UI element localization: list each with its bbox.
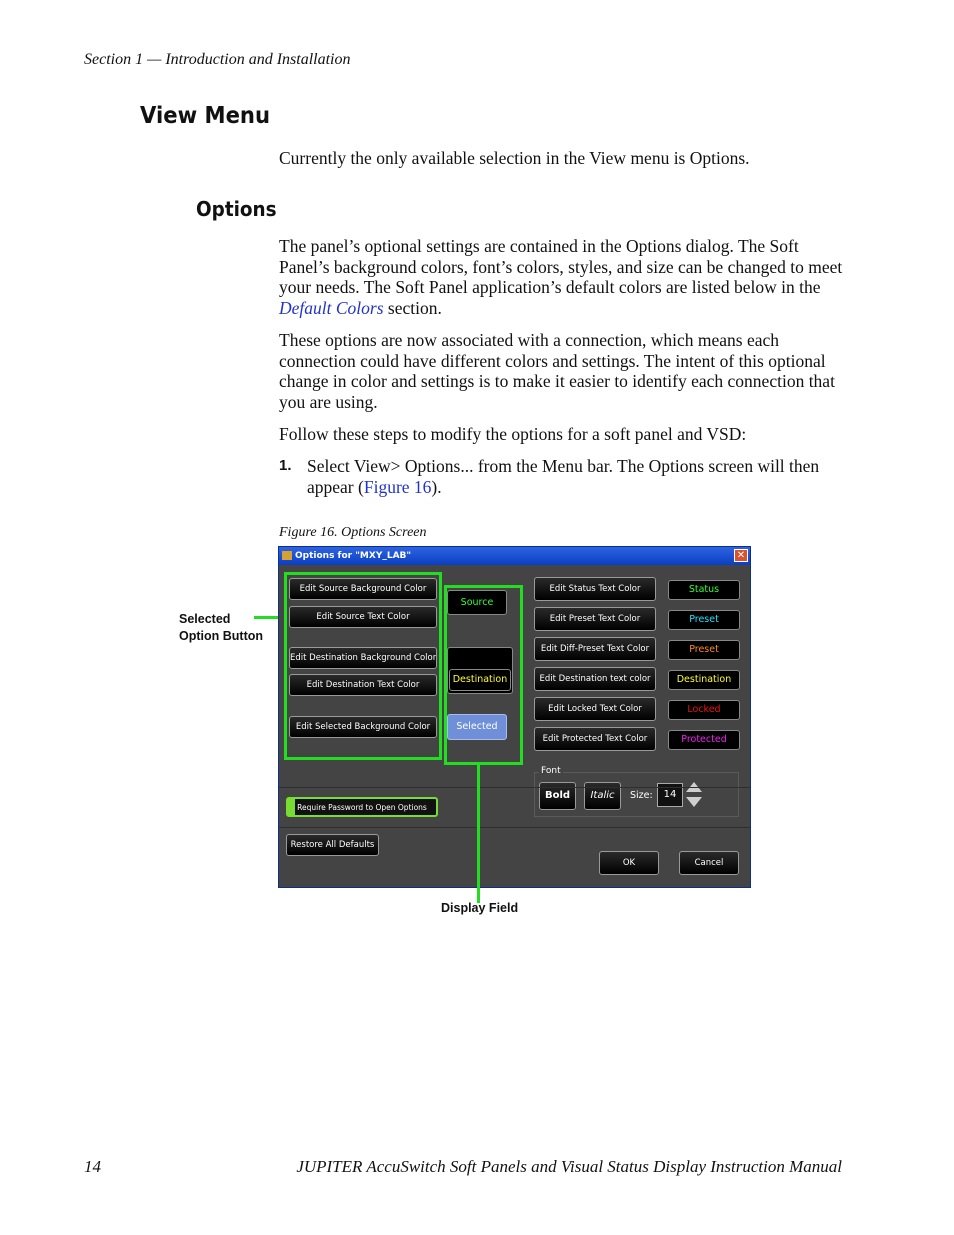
edit-diff-preset-text-color-button[interactable]: Edit Diff-Preset Text Color — [534, 637, 656, 661]
font-size-label: Size: — [630, 790, 653, 801]
options-dialog — [278, 546, 751, 888]
restore-all-defaults-button[interactable]: Restore All Defaults — [286, 834, 379, 856]
locked-display-field: Locked — [668, 700, 740, 720]
edit-protected-text-color-button[interactable]: Edit Protected Text Color — [534, 727, 656, 751]
heading-view-menu: View Menu — [140, 103, 271, 129]
page-number: 14 — [84, 1157, 101, 1176]
close-icon[interactable]: ✕ — [734, 549, 748, 562]
display-field-highlight — [444, 585, 523, 765]
callout-selected-option-button — [179, 611, 263, 645]
paragraph-follow-steps: Follow these steps to modify the options for a soft panel and VSD: — [279, 424, 747, 444]
paragraph-view-menu: Currently the only available selection in the View menu is Options. — [279, 148, 750, 168]
destination-display-field: Destination — [449, 669, 511, 691]
italic-toggle-button[interactable]: Italic — [584, 782, 621, 810]
edit-selected-background-color-button[interactable]: Edit Selected Background Color — [289, 716, 437, 738]
edit-destination-background-color-button[interactable]: Edit Destination Background Color — [289, 647, 437, 669]
dialog-title: Options for "MXY_LAB" — [295, 551, 412, 561]
edit-source-background-color-button[interactable]: Edit Source Background Color — [289, 578, 437, 600]
bold-toggle-button[interactable]: Bold — [539, 782, 576, 810]
edit-destination-text-color-right-button[interactable]: Edit Destination text color — [534, 667, 656, 691]
paragraph-connection: These options are now associated with a connection, which means each connection could have different colors and settings. The intent of this optional change in color and settings is to make it easier to identify each connection that you are using. — [279, 330, 835, 412]
source-display-field: Source — [447, 590, 507, 615]
selected-display-field: Selected — [447, 714, 507, 740]
figure-caption: Figure 16. Options Screen — [279, 525, 427, 540]
display-field-leader-line — [477, 762, 480, 903]
step-text-part: ). — [431, 476, 442, 497]
cancel-button[interactable]: Cancel — [679, 851, 739, 875]
step-number: 1. — [279, 457, 292, 474]
callout-display-field: Display Field — [441, 901, 519, 915]
callout-line-1: Selected — [179, 612, 231, 626]
separator-line — [279, 827, 750, 828]
edit-preset-text-color-button[interactable]: Edit Preset Text Color — [534, 607, 656, 631]
edit-source-text-color-button[interactable]: Edit Source Text Color — [289, 606, 437, 628]
ok-button[interactable]: OK — [599, 851, 659, 875]
app-icon — [282, 551, 292, 560]
diff-preset-display-field: Preset — [668, 640, 740, 660]
size-decrease-icon[interactable] — [686, 797, 702, 807]
manual-title: JUPITER AccuSwitch Soft Panels and Visual Status Display Instruction Manual — [296, 1157, 842, 1176]
font-group-label: Font — [541, 766, 561, 776]
edit-locked-text-color-button[interactable]: Edit Locked Text Color — [534, 697, 656, 721]
step-text — [307, 456, 847, 497]
protected-display-field: Protected — [668, 730, 740, 750]
edit-destination-text-color-button[interactable]: Edit Destination Text Color — [289, 674, 437, 696]
edit-status-text-color-button[interactable]: Edit Status Text Color — [534, 577, 656, 601]
paragraph-text: The panel’s optional settings are contained in the Options dialog. The Soft Panel’s background colors, font’s colors, styles, and size can be changed to meet your needs. The Soft Panel application’s default colors are listed below in the — [279, 236, 843, 297]
heading-options: Options — [196, 197, 277, 221]
selected-option-button-highlight — [284, 572, 442, 760]
paragraph-options-intro — [279, 236, 844, 318]
step-text-part: Select View> Options... from the Menu bar. The Options screen will then appear ( — [307, 456, 820, 497]
running-header: Section 1 — Introduction and Installation — [84, 51, 351, 68]
figure-16-link[interactable]: Figure 16 — [363, 476, 432, 497]
callout-line-2: Option Button — [179, 629, 263, 643]
preset-display-field: Preset — [668, 610, 740, 630]
status-display-field: Status — [668, 580, 740, 600]
paragraph-text: section. — [383, 297, 442, 318]
separator-line — [279, 787, 750, 788]
destination-text-display-field: Destination — [668, 670, 740, 690]
font-size-input[interactable]: 14 — [657, 783, 683, 807]
require-password-toggle[interactable]: Require Password to Open Options — [286, 797, 438, 817]
dialog-titlebar — [279, 547, 750, 565]
default-colors-link[interactable]: Default Colors — [279, 297, 384, 318]
